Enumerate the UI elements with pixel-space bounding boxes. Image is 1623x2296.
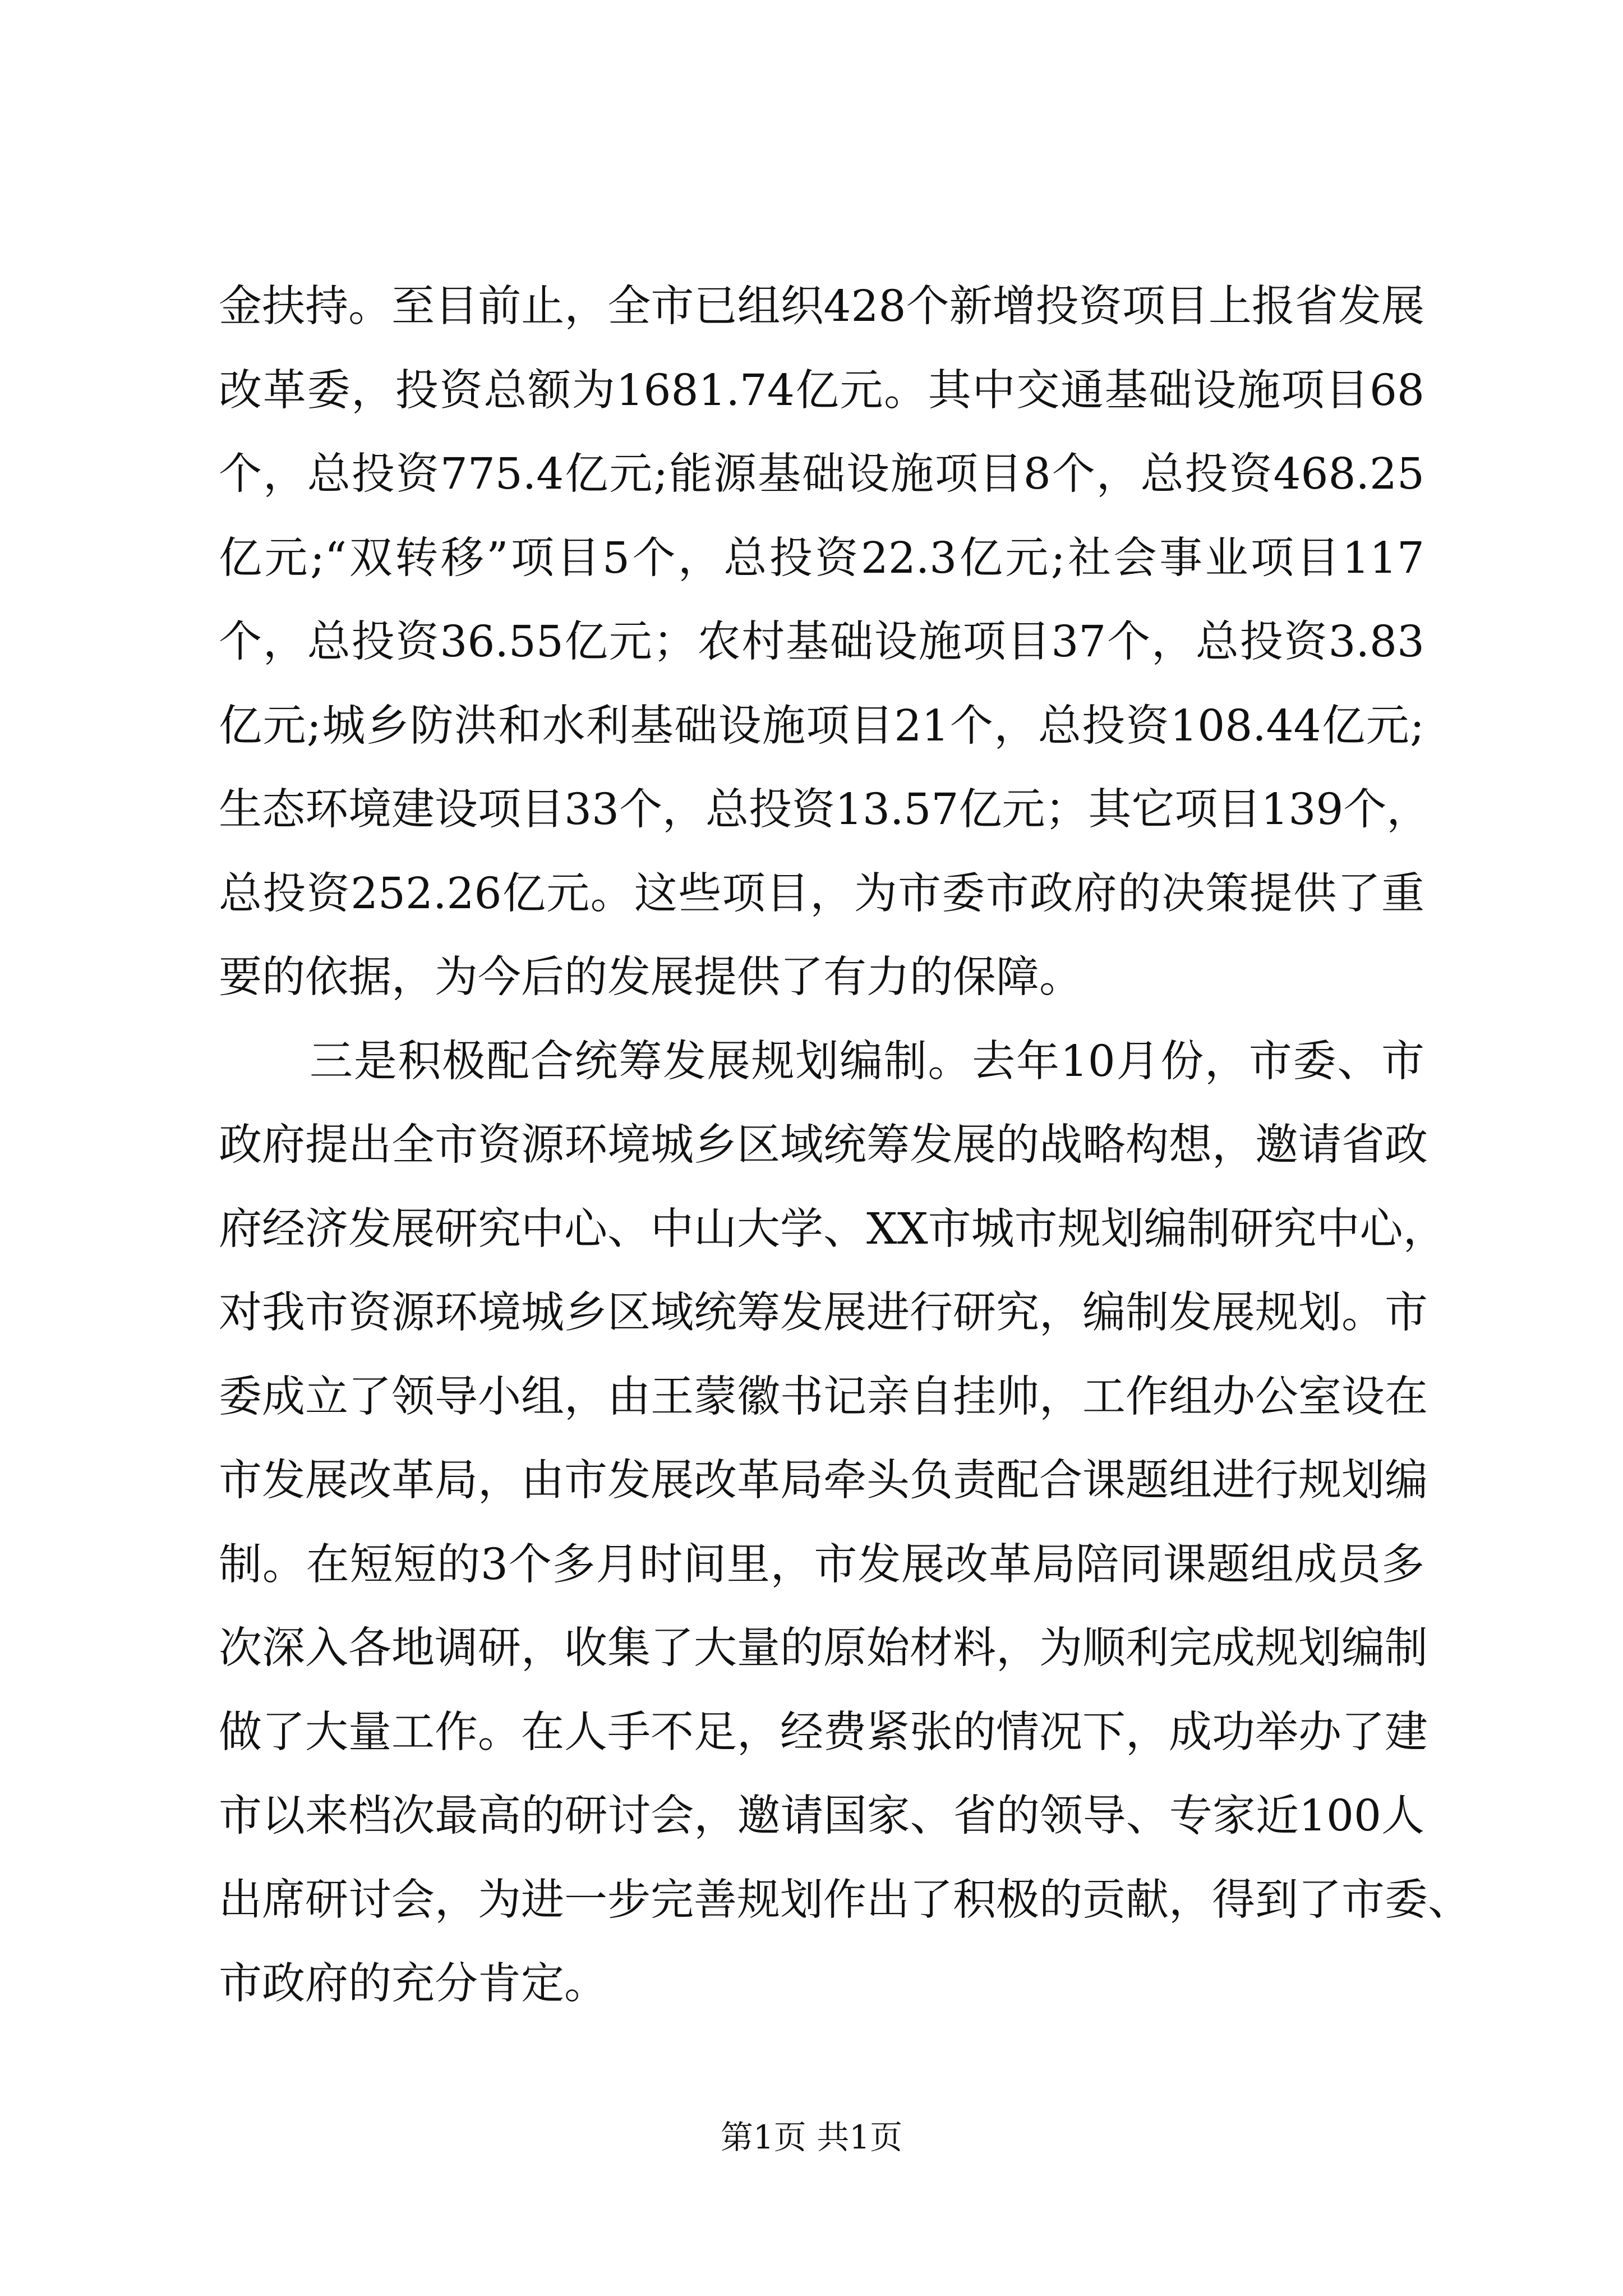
text-line: 个，总投资775.4亿元;能源基础设施项目8个，总投资468.25: [219, 449, 1424, 499]
text-line: 政府提出全市资源环境城乡区域统筹发展的战略构想，邀请省政: [219, 1120, 1428, 1170]
text-line: 次深入各地调研，收集了大量的原始材料，为顺利完成规划编制: [219, 1623, 1428, 1673]
text-line: 总投资252.26亿元。这些项目，为市委市政府的决策提供了重: [219, 868, 1424, 919]
page-footer: 第1页 共1页: [720, 2118, 903, 2156]
text-line: 亿元;城乡防洪和水利基础设施项目21个，总投资108.44亿元;: [219, 701, 1424, 751]
text-line: 要的依据，为今后的发展提供了有力的保障。: [219, 953, 1082, 1002]
text-line: 委成立了领导小组，由王蒙徽书记亲自挂帅，工作组办公室设在: [219, 1372, 1428, 1422]
text-line: 市政府的充分肯定。: [219, 1959, 607, 2009]
text-line: 亿元;“双转移”项目5个，总投资22.3亿元;社会事业项目117: [219, 533, 1424, 583]
text-line: 个，总投资36.55亿元；农村基础设施项目37个，总投资3.83: [219, 617, 1424, 667]
text-line: 对我市资源环境城乡区域统筹发展进行研究，编制发展规划。市: [219, 1288, 1428, 1338]
text-line: 制。在短短的3个多月时间里，市发展改革局陪同课题组成员多: [219, 1539, 1424, 1590]
text-line: 府经济发展研究中心、中山大学、XX市城市规划编制研究中心，: [219, 1204, 1446, 1254]
body-text: [219, 265, 1471, 2026]
paragraph-investment-projects: [219, 265, 1430, 1020]
text-line: 出席研讨会，为进一步完善规划作出了积极的贡献，得到了市委、: [219, 1875, 1471, 1925]
text-line: 金扶持。至目前止，全市已组织428个新增投资项目上报省发展: [219, 282, 1424, 332]
text-line: 三是积极配合统筹发展规划编制。去年10月份，市委、市: [310, 1036, 1424, 1087]
text-line: 市以来档次最高的研讨会，邀请国家、省的领导、专家近100人: [219, 1791, 1424, 1841]
text-line: 改革委，投资总额为1681.74亿元。其中交通基础设施项目68: [219, 365, 1424, 416]
text-line: 做了大量工作。在人手不足，经费紧张的情况下，成功举办了建: [219, 1707, 1428, 1757]
text-line: 生态环境建设项目33个，总投资13.57亿元；其它项目139个，: [219, 785, 1430, 835]
paragraph-planning: [219, 1020, 1471, 2026]
text-line: 市发展改革局，由市发展改革局牵头负责配合课题组进行规划编: [219, 1456, 1428, 1506]
